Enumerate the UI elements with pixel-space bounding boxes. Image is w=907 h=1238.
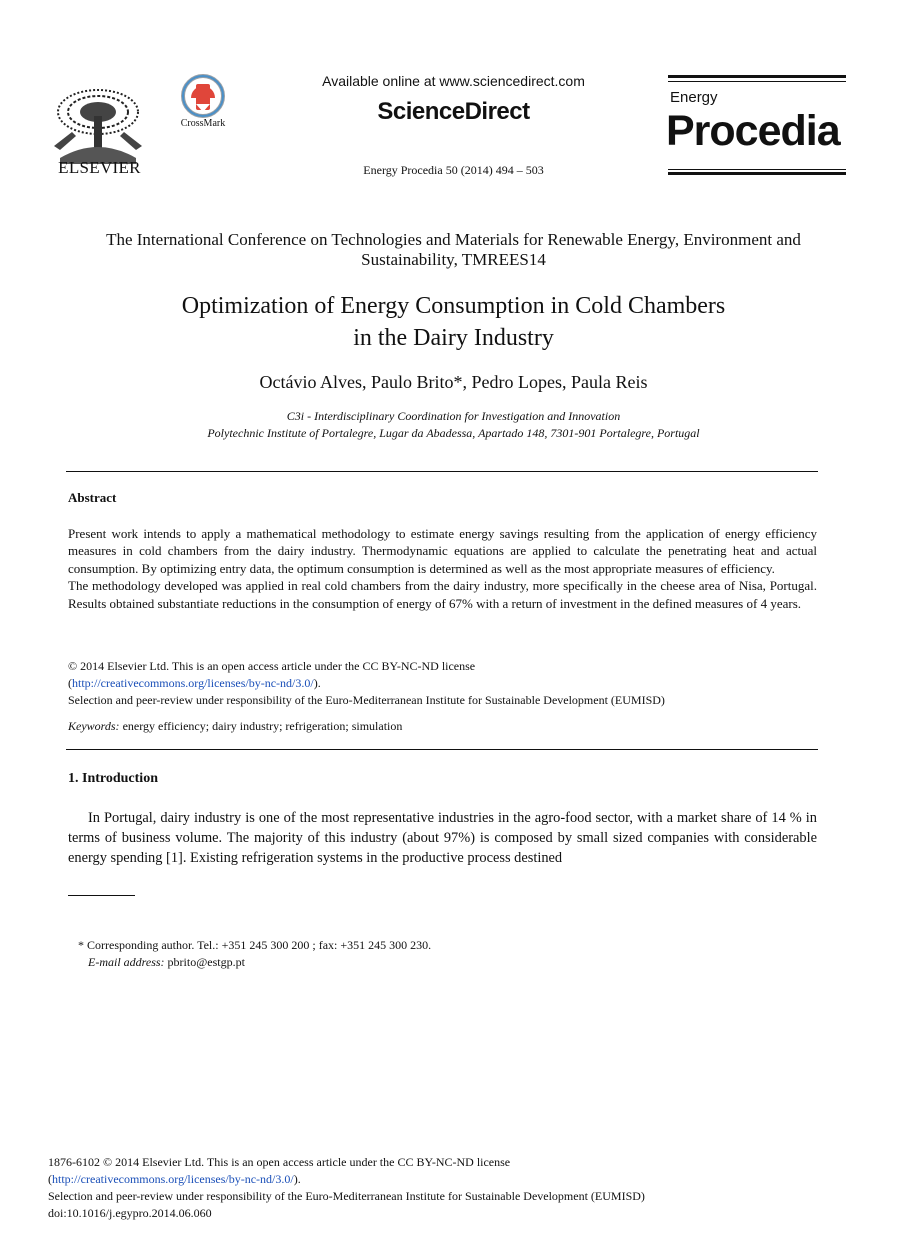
license-link-line	[68, 675, 817, 692]
bottom-link-line	[48, 1171, 848, 1188]
journal-logo-main: Procedia	[666, 107, 840, 155]
divider-bottom	[66, 749, 818, 750]
author-list: Octávio Alves, Paulo Brito*, Pedro Lopes, Paula Reis	[259, 372, 648, 392]
keywords-text: energy efficiency; dairy industry; refrigeration; simulation	[119, 719, 403, 733]
bottom-review-line: Selection and peer-review under responsibility of the Euro-Mediterranean Institute for Sustainable Development (EUMISD)	[48, 1189, 645, 1203]
email-label: E-mail address:	[88, 955, 165, 969]
bottom-paren-open: (	[48, 1172, 52, 1186]
abstract-paragraph-2: The methodology developed was applied in real cold chambers from the dairy industry, more specifically in the cheese area of Nisa, Portugal. Results obtained substantiate reductions in the consumption of energy of 67% with a return of investment in the defined measures of 4 years.	[68, 578, 817, 611]
license-link[interactable]: http://creativecommons.org/licenses/by-nc-nd/3.0/	[72, 676, 314, 690]
affiliation-line-2: Polytechnic Institute of Portalegre, Lugar da Abadessa, Apartado 148, 7301-901 Portalegre, Portugal	[207, 426, 700, 440]
abstract-paragraph-1: Present work intends to apply a mathematical methodology to estimate energy savings resulting from the application of energy efficiency measures in cold chambers from the dairy industry. Thermodynamic equations are applied to calculate the penetrating heat and actual consumption. By optimizing entry data, the optimum consumption is determined as well as the most appropriate measures of efficiency.	[68, 526, 817, 576]
affiliation-line-1: C3i - Interdisciplinary Coordination for Investigation and Innovation	[286, 409, 621, 423]
paper-title	[60, 290, 847, 354]
conference-name: The International Conference on Technologies and Materials for Renewable Energy, Environment and Sustainability, TMREES14	[106, 230, 801, 269]
title-line-2: in the Dairy Industry	[353, 325, 554, 351]
bottom-block	[48, 1154, 848, 1222]
keywords-line	[68, 719, 817, 734]
available-online-line[interactable]: Available online at www.sciencedirect.com	[322, 73, 585, 89]
footnote-block	[78, 937, 818, 971]
peer-review-line: Selection and peer-review under responsibility of the Euro-Mediterranean Institute for Sustainable Development (EUMISD)	[68, 693, 665, 707]
license-line: © 2014 Elsevier Ltd. This is an open access article under the CC BY-NC-ND license	[68, 659, 476, 673]
bottom-license-link[interactable]: http://creativecommons.org/licenses/by-nc-nd/3.0/	[52, 1172, 294, 1186]
license-paren-open: (	[68, 676, 72, 690]
corresponding-author: * Corresponding author. Tel.: +351 245 300 200 ; fax: +351 245 300 230.	[78, 938, 432, 952]
journal-logo-top: Energy	[670, 89, 718, 106]
section-heading-introduction: 1. Introduction	[68, 771, 158, 786]
email-line	[78, 954, 818, 971]
crossmark-label: CrossMark	[180, 118, 226, 129]
journal-citation: Energy Procedia 50 (2014) 494 – 503	[363, 163, 544, 177]
keywords-label: Keywords:	[68, 719, 120, 733]
sciencedirect-brand: ScienceDirect	[377, 98, 530, 125]
introduction-paragraph: In Portugal, dairy industry is one of the most representative industries in the agro-food sector, with a market share of 14 % in terms of business volume. The majority of this industry (about 97%) is composed by small sized companies with considerable energy spending [1]. Existing refrigeration systems in the productive process destined	[68, 810, 817, 866]
issn-line: 1876-6102 © 2014 Elsevier Ltd. This is an open access article under the CC BY-NC-ND license	[48, 1155, 511, 1169]
abstract-body	[68, 525, 817, 612]
license-paren-close: ).	[313, 676, 321, 690]
bottom-paren-close: ).	[293, 1172, 301, 1186]
email-address[interactable]: pbrito@estgp.pt	[164, 955, 245, 969]
doi-line[interactable]: doi:10.1016/j.egypro.2014.06.060	[48, 1206, 212, 1220]
divider-top	[66, 471, 818, 472]
license-block	[68, 658, 817, 709]
abstract-heading: Abstract	[68, 490, 117, 505]
publisher-logo-text: ELSEVIER	[58, 158, 141, 177]
title-line-1: Optimization of Energy Consumption in Cold Chambers	[181, 293, 726, 319]
footnote-separator	[68, 895, 135, 896]
